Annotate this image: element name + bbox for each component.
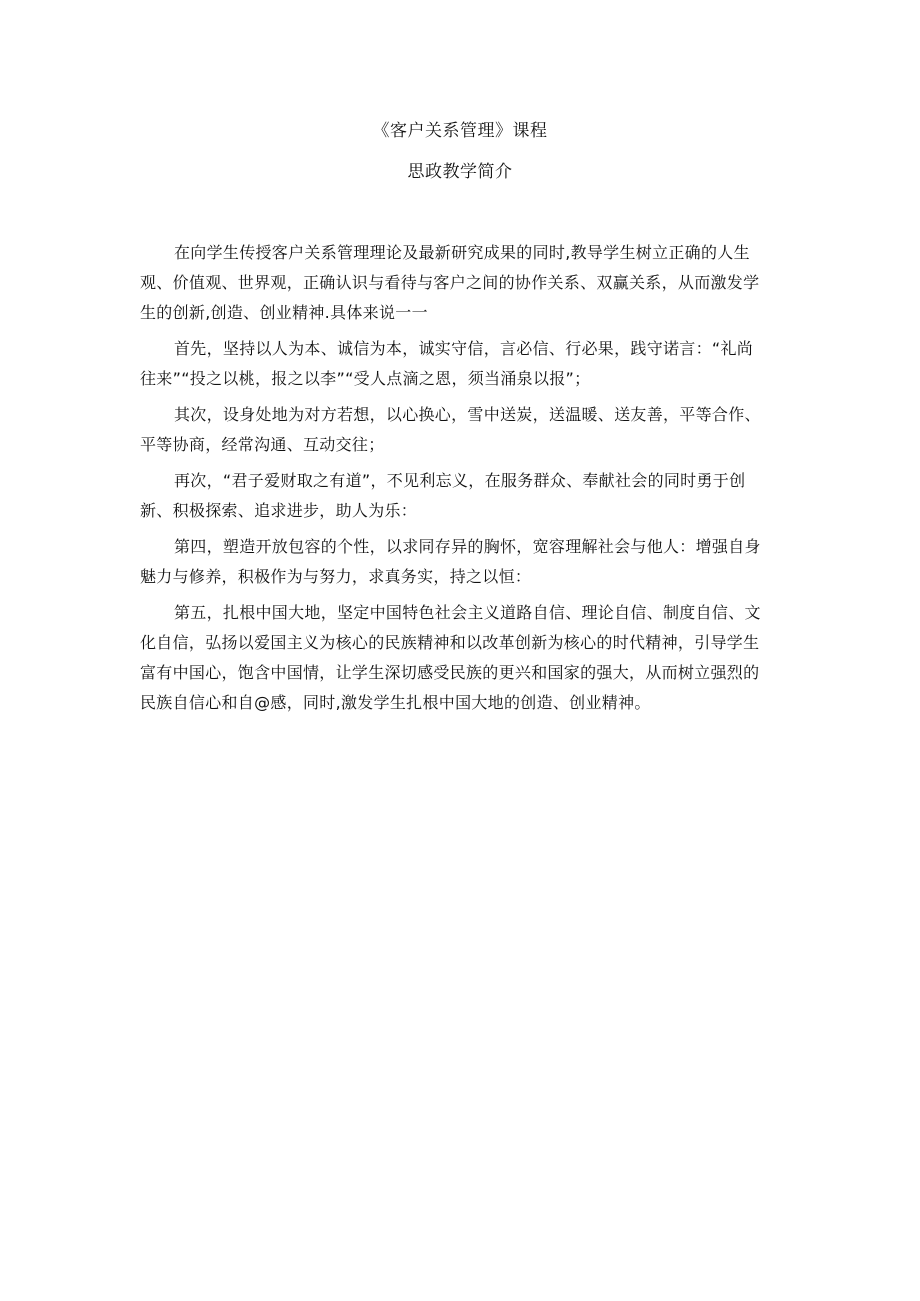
paragraph-second bbox=[140, 400, 790, 460]
paragraph-first bbox=[140, 334, 790, 394]
paragraph-line: 平等协商，经常沟通、互动交往； bbox=[140, 435, 385, 454]
paragraph-line: 生的创新,创造、创业精神.具体来说一一 bbox=[140, 303, 428, 322]
paragraph-line: 魅力与修养，积极作为与努力，求真务实，持之以恒： bbox=[140, 567, 532, 586]
paragraph-line: 往来”“投之以桃，报之以李”“受人点滴之恩，须当涌泉以报”； bbox=[140, 369, 591, 388]
document-subtitle: 思政教学简介 bbox=[407, 162, 513, 182]
document-title: 《客户关系管理》课程 bbox=[372, 121, 548, 141]
paragraph-line: 首先，坚持以人为本、诚信为本，诚实守信，言必信、行必果，践守诺言：“礼尚 bbox=[174, 339, 754, 358]
paragraph-line: 富有中国心，饱含中国情，让学生深切感受民族的更兴和国家的强大，从而树立强烈的 bbox=[140, 663, 760, 682]
paragraph-line: 再次，“君子爱财取之有道”，不见利忘义，在服务群众、奉献社会的同时勇于创 bbox=[174, 471, 746, 490]
paragraph-line: 第五，扎根中国大地，坚定中国特色社会主义道路自信、理论自信、制度自信、文 bbox=[174, 603, 761, 622]
paragraph-fifth bbox=[140, 598, 790, 718]
paragraph-intro bbox=[140, 238, 790, 328]
paragraph-line: 其次，设身处地为对方若想，以心换心，雪中送炭，送温暖、送友善，平等合作、 bbox=[174, 405, 761, 424]
document-body bbox=[140, 238, 790, 718]
paragraph-third bbox=[140, 466, 790, 526]
paragraph-line: 化自信，弘扬以爱国主义为核心的民族精神和以改革创新为核心的时代精神，引导学生 bbox=[140, 633, 760, 652]
paragraph-line: 新、积极探索、追求进步，助人为乐： bbox=[140, 501, 418, 520]
paragraph-line: 第四，塑造开放包容的个性，以求同存异的胸怀，宽容理解社会与他人：增强自身 bbox=[174, 537, 761, 556]
paragraph-line: 在向学生传授客户关系管理理论及最新研究成果的同时,教导学生树立正确的人生 bbox=[174, 243, 750, 262]
paragraph-line: 观、价值观、世界观，正确认识与看待与客户之间的协作关系、双赢关系，从而激发学 bbox=[140, 273, 760, 292]
paragraph-line: 民族自信心和自@感，同时,激发学生扎根中国大地的创造、创业精神。 bbox=[140, 693, 651, 712]
paragraph-fourth bbox=[140, 532, 790, 592]
